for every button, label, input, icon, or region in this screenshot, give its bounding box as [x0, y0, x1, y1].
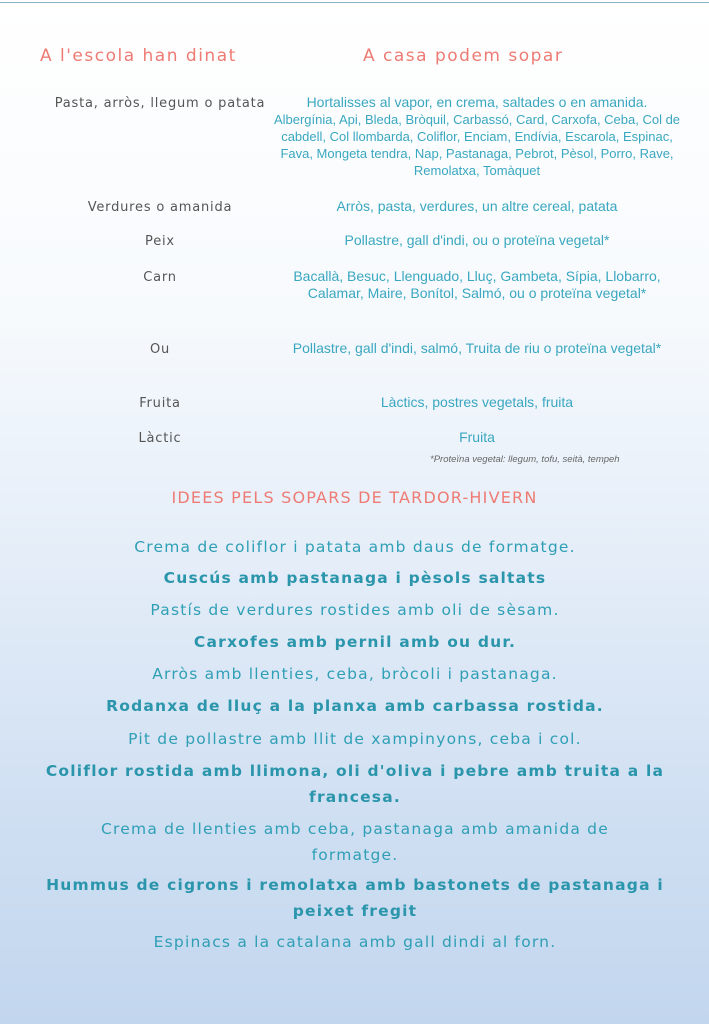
dinner-idea: Carxofes amb pernil amb ou dur. [193, 633, 517, 651]
row-dinner-suggestion: Pollastre, gall d'indi, ou o proteïna vegetal* [344, 232, 610, 248]
row-dinner-suggestion: Pollastre, gall d'indi, salmó, Truita de riu o proteïna vegetal* [292, 340, 662, 356]
row-dinner-sub: Albergínia, Api, Bleda, Bròquil, Carbassó, Card, Carxofa, Ceba, Col de cabdell, Col llombarda, Coliflor, Enciam, Endívia, Escarola, Espinac, Fava, Mongeta tendra, Nap, Pastanaga, Pebrot, Pèsol, Porro, Rave, Remolatxa, Tomàquet [273, 112, 681, 178]
row-dinner-suggestion: Arròs, pasta, verdures, un altre cereal, patata [336, 198, 618, 214]
dinner-idea: Cuscús amb pastanaga i pèsols saltats [163, 569, 547, 587]
row-dinner-suggestion: Fruita [459, 429, 495, 445]
row-dinner-suggestion: Làctics, postres vegetals, fruita [380, 394, 574, 410]
top-rule [0, 2, 709, 3]
header-school-lunch: A l'escola han dinat [40, 46, 237, 66]
dinner-idea: Crema de coliflor i patata amb daus de formatge. [134, 538, 576, 556]
dinner-idea: Espinacs a la catalana amb gall dindi al forn. [153, 933, 557, 951]
row-lunch-item: Verdures o amanida [87, 200, 233, 215]
row-dinner-main: Hortalisses al vapor, en crema, saltades o en amanida. [306, 94, 648, 110]
row-dinner-suggestion: Bacallà, Besuc, Llenguado, Lluç, Gambeta, Sípia, Llobarro, Calamar, Maire, Bonítol, Salmó, ou o proteïna vegetal* [293, 268, 661, 301]
ideas-title: IDEES PELS SOPARS DE TARDOR-HIVERN [171, 488, 538, 507]
row-lunch-item: Ou [149, 342, 171, 357]
dinner-idea: Pastís de verdures rostides amb oli de sèsam. [150, 601, 560, 619]
row-lunch-item: Làctic [138, 431, 182, 446]
row-lunch-item: Peix [145, 234, 175, 249]
dinner-idea: Pit de pollastre amb llit de xampinyons, ceba i col. [128, 730, 582, 748]
dinner-idea: Rodanxa de lluç a la planxa amb carbassa rostida. [106, 697, 604, 715]
row-lunch-item: Fruita [139, 396, 181, 411]
dinner-idea: Coliflor rostida amb llimona, oli d'oliva i pebre amb truita a la francesa. [45, 762, 665, 806]
dinner-idea: Arròs amb llenties, ceba, bròcoli i pastanaga. [152, 665, 558, 683]
row-lunch-item: Pasta, arròs, llegum o patata [54, 96, 266, 111]
dinner-idea: Hummus de cigrons i remolatxa amb bastonets de pastanaga i peixet fregit [46, 876, 664, 920]
header-home-dinner: A casa podem sopar [363, 46, 564, 66]
row-lunch-item: Carn [143, 270, 177, 285]
column-headers [0, 46, 709, 70]
dinner-idea: Crema de llenties amb ceba, pastanaga amb amanida de formatge. [101, 820, 609, 864]
vegetable-protein-footnote: *Proteïna vegetal: llegum, tofu, seità, tempeh [430, 454, 620, 465]
row-dinner-suggestion [272, 94, 682, 179]
